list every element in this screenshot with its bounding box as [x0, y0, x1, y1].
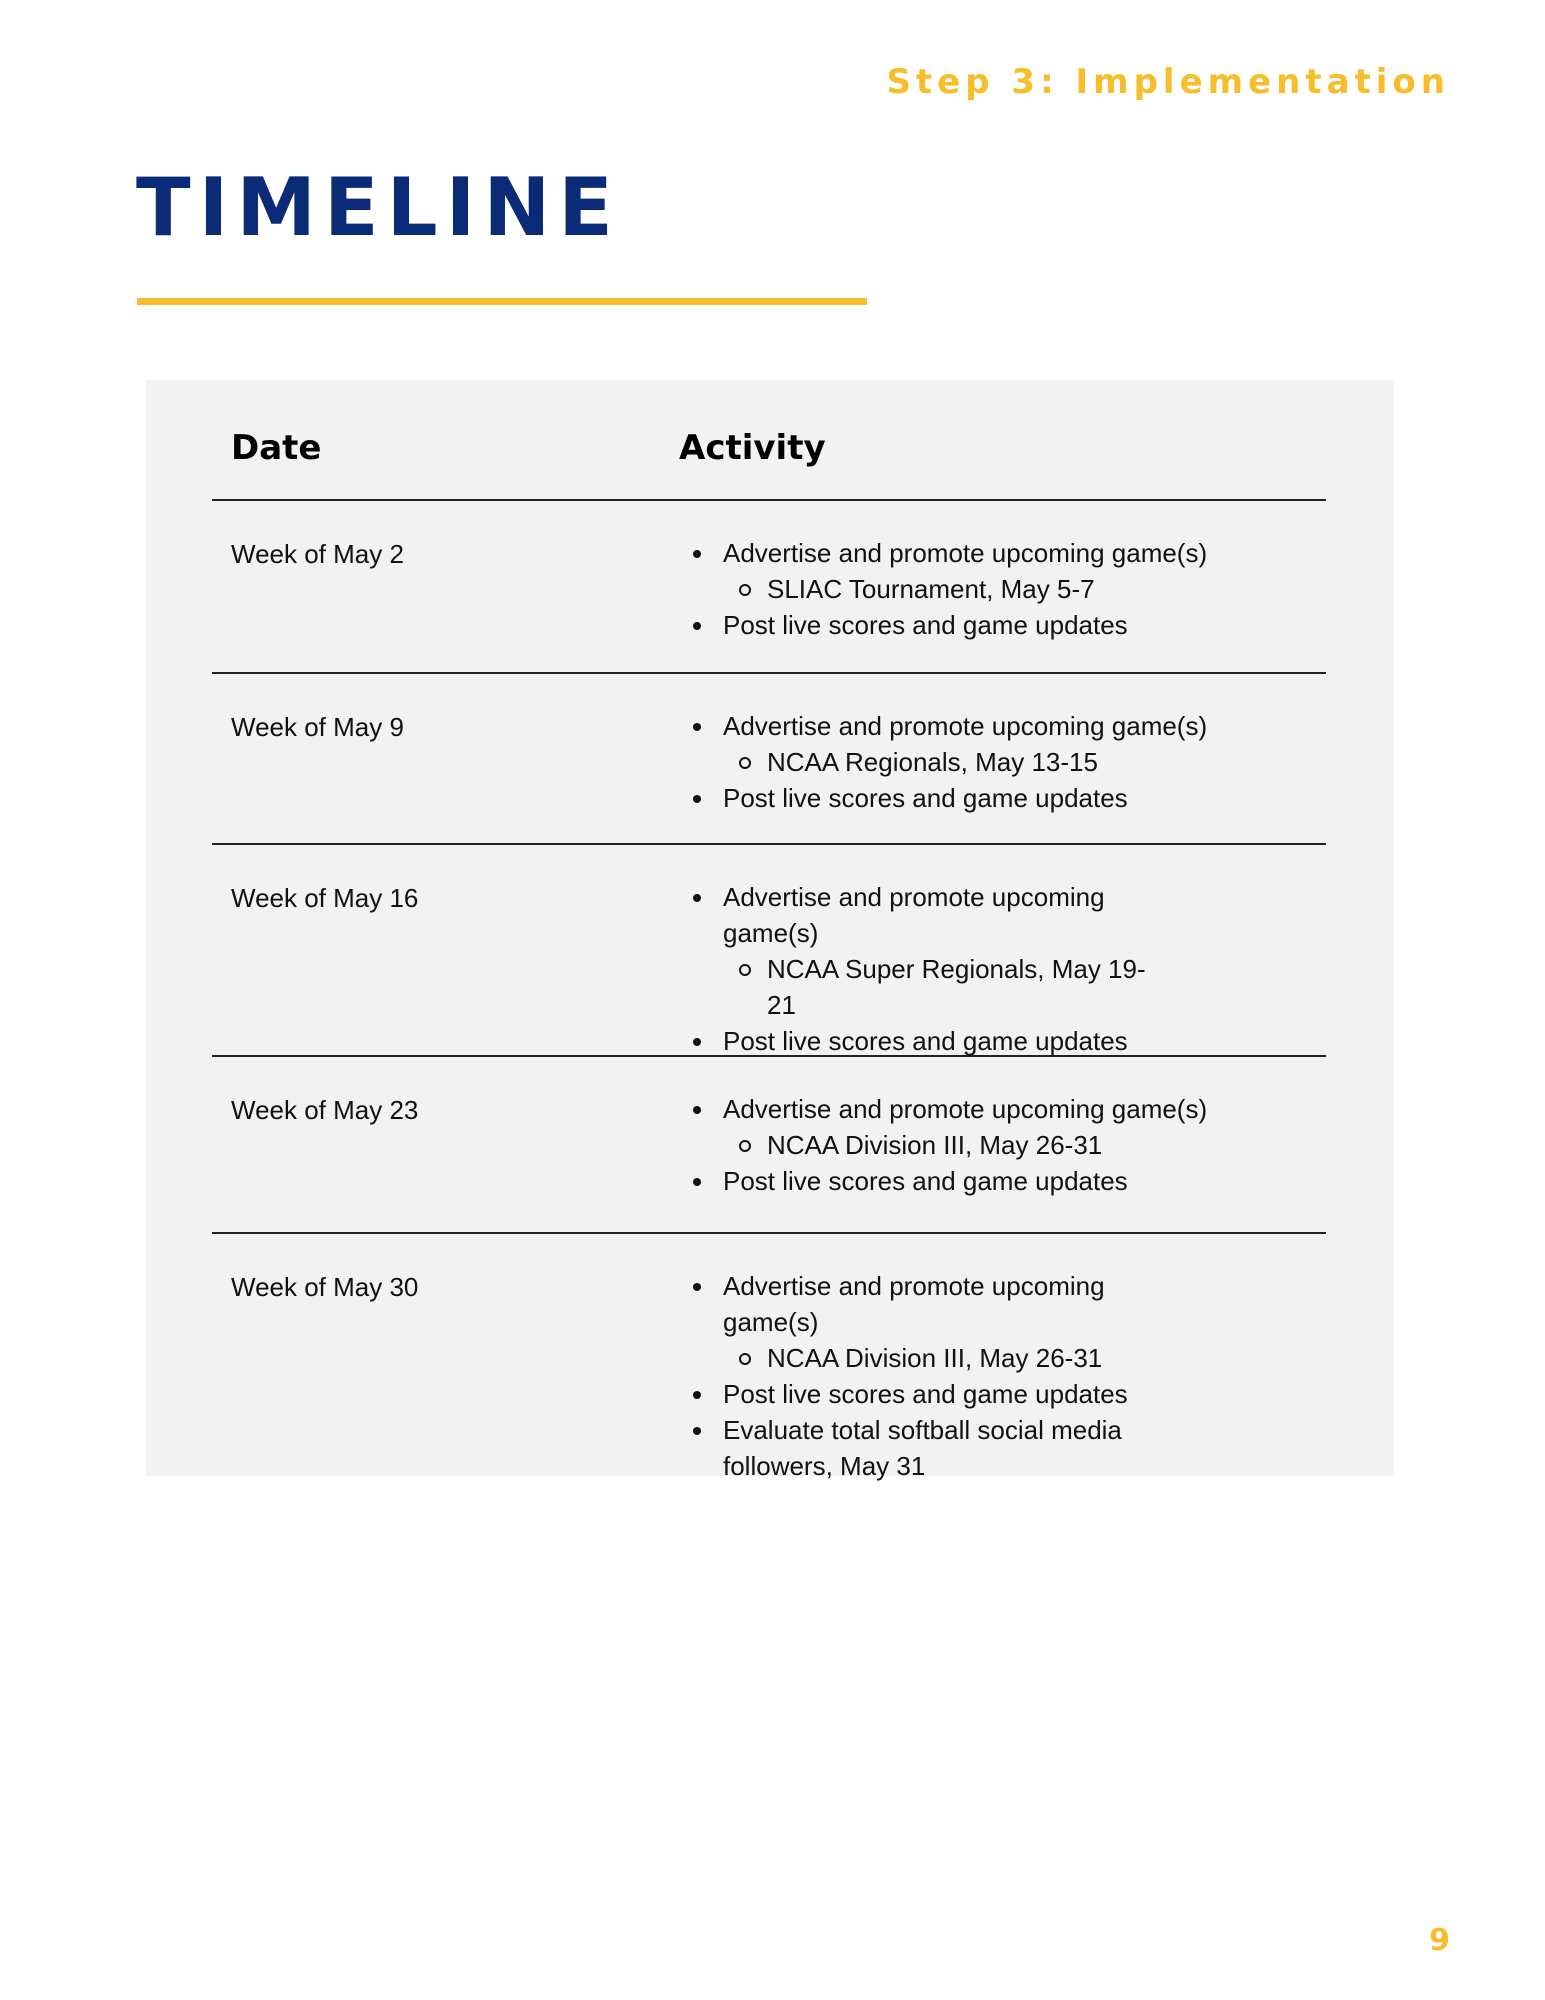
activity-item: Advertise and promote upcoming game(s): [679, 1091, 1299, 1127]
date-cell: Week of May 2: [231, 539, 404, 569]
activity-item: Advertise and promote upcoming game(s): [679, 879, 1159, 951]
page-number: 9: [1429, 1923, 1450, 1958]
date-cell: Week of May 9: [231, 712, 404, 742]
table-row: [212, 845, 1326, 1057]
table-header-row: [212, 380, 1326, 501]
activity-list: [679, 879, 1159, 1059]
date-cell: Week of May 16: [231, 883, 419, 913]
activity-item: Post live scores and game updates: [679, 1023, 1159, 1059]
date-column-header: Date: [231, 428, 322, 468]
activity-item: Post live scores and game updates: [679, 780, 1299, 816]
step-label: Step 3: Implementation: [886, 62, 1450, 102]
page-title: TIMELINE: [136, 161, 621, 254]
activity-item: Evaluate total softball social media followers, May 31: [679, 1412, 1179, 1484]
table-row: [212, 501, 1326, 674]
date-cell: Week of May 30: [231, 1272, 419, 1302]
activity-item: Advertise and promote upcoming game(s): [679, 1268, 1179, 1340]
activity-list: [679, 708, 1299, 816]
activity-item: Post live scores and game updates: [679, 1163, 1299, 1199]
activity-list: [679, 1091, 1299, 1199]
table-row: [212, 1057, 1326, 1234]
activity-list: [679, 1268, 1179, 1484]
activity-item: Advertise and promote upcoming game(s): [679, 708, 1299, 744]
table-row: [212, 1234, 1326, 1481]
timeline-table: [212, 380, 1326, 1481]
activity-item: Advertise and promote upcoming game(s): [679, 535, 1299, 571]
activity-cell: [679, 535, 1299, 643]
activity-cell: [679, 1268, 1179, 1484]
activity-list: [679, 535, 1299, 643]
activity-subitem: NCAA Division III, May 26-31: [679, 1340, 1179, 1376]
activity-subitem: SLIAC Tournament, May 5-7: [679, 571, 1299, 607]
timeline-panel: [146, 380, 1394, 1481]
activity-item: Post live scores and game updates: [679, 1376, 1179, 1412]
activity-item: Post live scores and game updates: [679, 607, 1299, 643]
title-underline: [137, 298, 867, 305]
activity-cell: [679, 879, 1159, 1059]
activity-subitem: NCAA Division III, May 26-31: [679, 1127, 1299, 1163]
date-cell: Week of May 23: [231, 1095, 419, 1125]
activity-column-header: Activity: [679, 428, 826, 468]
table-row: [212, 674, 1326, 845]
activity-cell: [679, 708, 1299, 816]
activity-subitem: NCAA Regionals, May 13-15: [679, 744, 1299, 780]
activity-cell: [679, 1091, 1299, 1199]
activity-subitem: NCAA Super Regionals, May 19-21: [679, 951, 1159, 1023]
